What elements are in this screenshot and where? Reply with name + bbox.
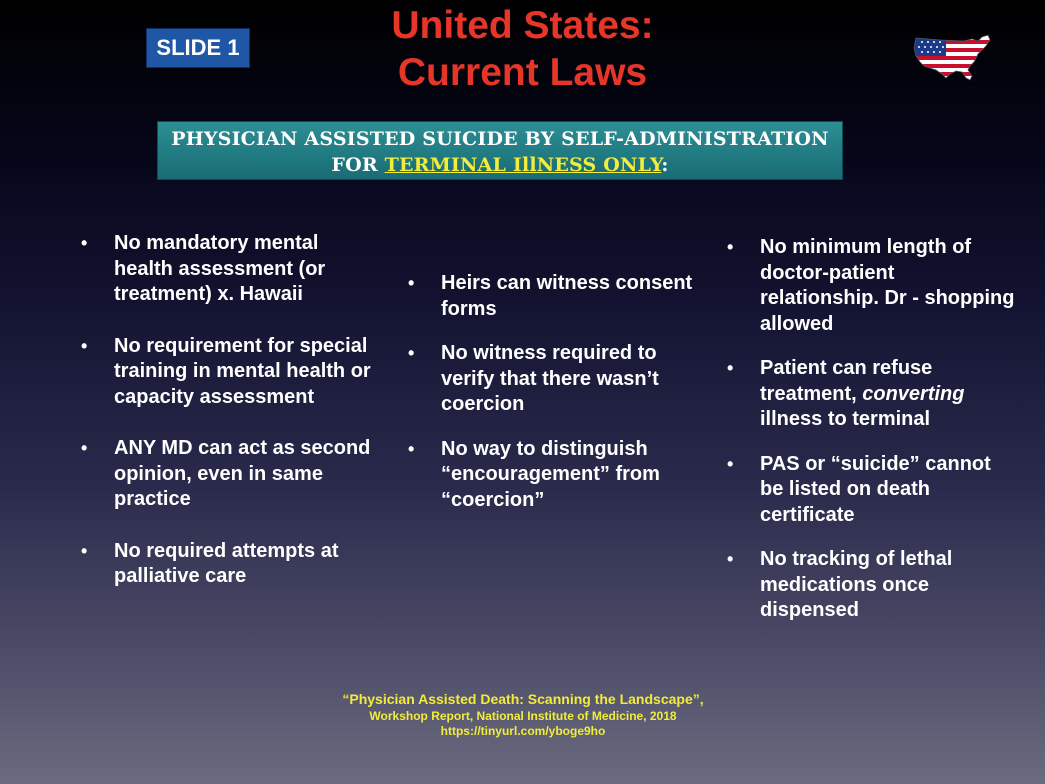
source-citation <box>300 690 746 739</box>
citation-url: https://tinyurl.com/yboge9ho <box>440 724 606 738</box>
bullet-dot-icon: • <box>81 540 88 561</box>
us-flag-map-icon <box>912 32 992 84</box>
list-item <box>408 341 698 418</box>
list-item <box>408 271 698 322</box>
list-item <box>81 539 371 590</box>
title-line-1: United States: <box>391 4 654 47</box>
bullet-column-left <box>81 231 371 616</box>
subheading-line-1: PHYSICIAN ASSISTED SUICIDE BY SELF-ADMINISTRATION <box>171 128 829 150</box>
slide-number-badge: SLIDE 1 <box>146 28 250 68</box>
list-item <box>727 356 1017 433</box>
bullet-dot-icon: • <box>81 233 88 253</box>
list-item <box>727 452 1017 529</box>
list-item-text-before: Patient can refuse treatment, <box>760 357 933 405</box>
list-item-text: No witness required to verify that there wasn’t coercion <box>441 342 659 415</box>
bullet-dot-icon: • <box>408 438 415 459</box>
list-item <box>81 334 371 411</box>
list-item-text: No way to distinguish “encouragement” from “coercion” <box>441 437 660 511</box>
bullet-dot-icon: • <box>81 335 88 356</box>
bullet-dot-icon: • <box>727 358 734 378</box>
list-item-text-after: illness to terminal <box>760 408 931 430</box>
subheading-suffix: : <box>661 154 669 176</box>
list-item-text: ANY MD can act as second opinion, even in same practice <box>114 437 371 510</box>
bullet-dot-icon: • <box>408 273 415 293</box>
subheading-prefix: FOR <box>331 154 385 176</box>
bullet-dot-icon: • <box>727 549 734 569</box>
list-item-text: No mandatory mental health assessment (or treatment) x. Hawaii <box>114 232 326 305</box>
terminal-illness-highlight: TERMINAL IllNESS ONLY <box>384 154 662 176</box>
list-item <box>727 235 1017 337</box>
list-item-text <box>760 357 965 430</box>
bullet-dot-icon: • <box>727 453 734 474</box>
list-item-text: No required attempts at palliative care <box>114 539 339 587</box>
citation-source: Workshop Report, National Institute of Medicine, 2018 <box>369 709 677 723</box>
slide-title <box>330 2 715 96</box>
bullet-column-right <box>727 235 1017 643</box>
bullet-dot-icon: • <box>81 438 88 458</box>
list-item-text: PAS or “suicide” cannot be listed on death certificate <box>760 452 991 526</box>
list-item <box>408 437 698 514</box>
bullet-dot-icon: • <box>408 343 415 363</box>
list-item-text: Heirs can witness consent forms <box>441 272 693 320</box>
list-item-text-italic: converting <box>862 382 965 405</box>
list-item-text: No minimum length of doctor-patient relationship. Dr - shopping allowed <box>760 236 1015 335</box>
title-line-2: Current Laws <box>397 51 648 94</box>
list-item <box>81 436 371 513</box>
bullet-column-middle <box>408 271 698 532</box>
subheading-banner <box>157 121 843 180</box>
list-item <box>81 231 371 308</box>
citation-title: “Physician Assisted Death: Scanning the Landscape”, <box>342 691 704 707</box>
bullet-dot-icon: • <box>727 237 734 257</box>
list-item-text: No tracking of lethal medications once dispensed <box>760 548 953 621</box>
subheading-line-2 <box>158 152 842 178</box>
list-item <box>727 547 1017 624</box>
list-item-text: No requirement for special training in mental health or capacity assessment <box>114 334 371 408</box>
